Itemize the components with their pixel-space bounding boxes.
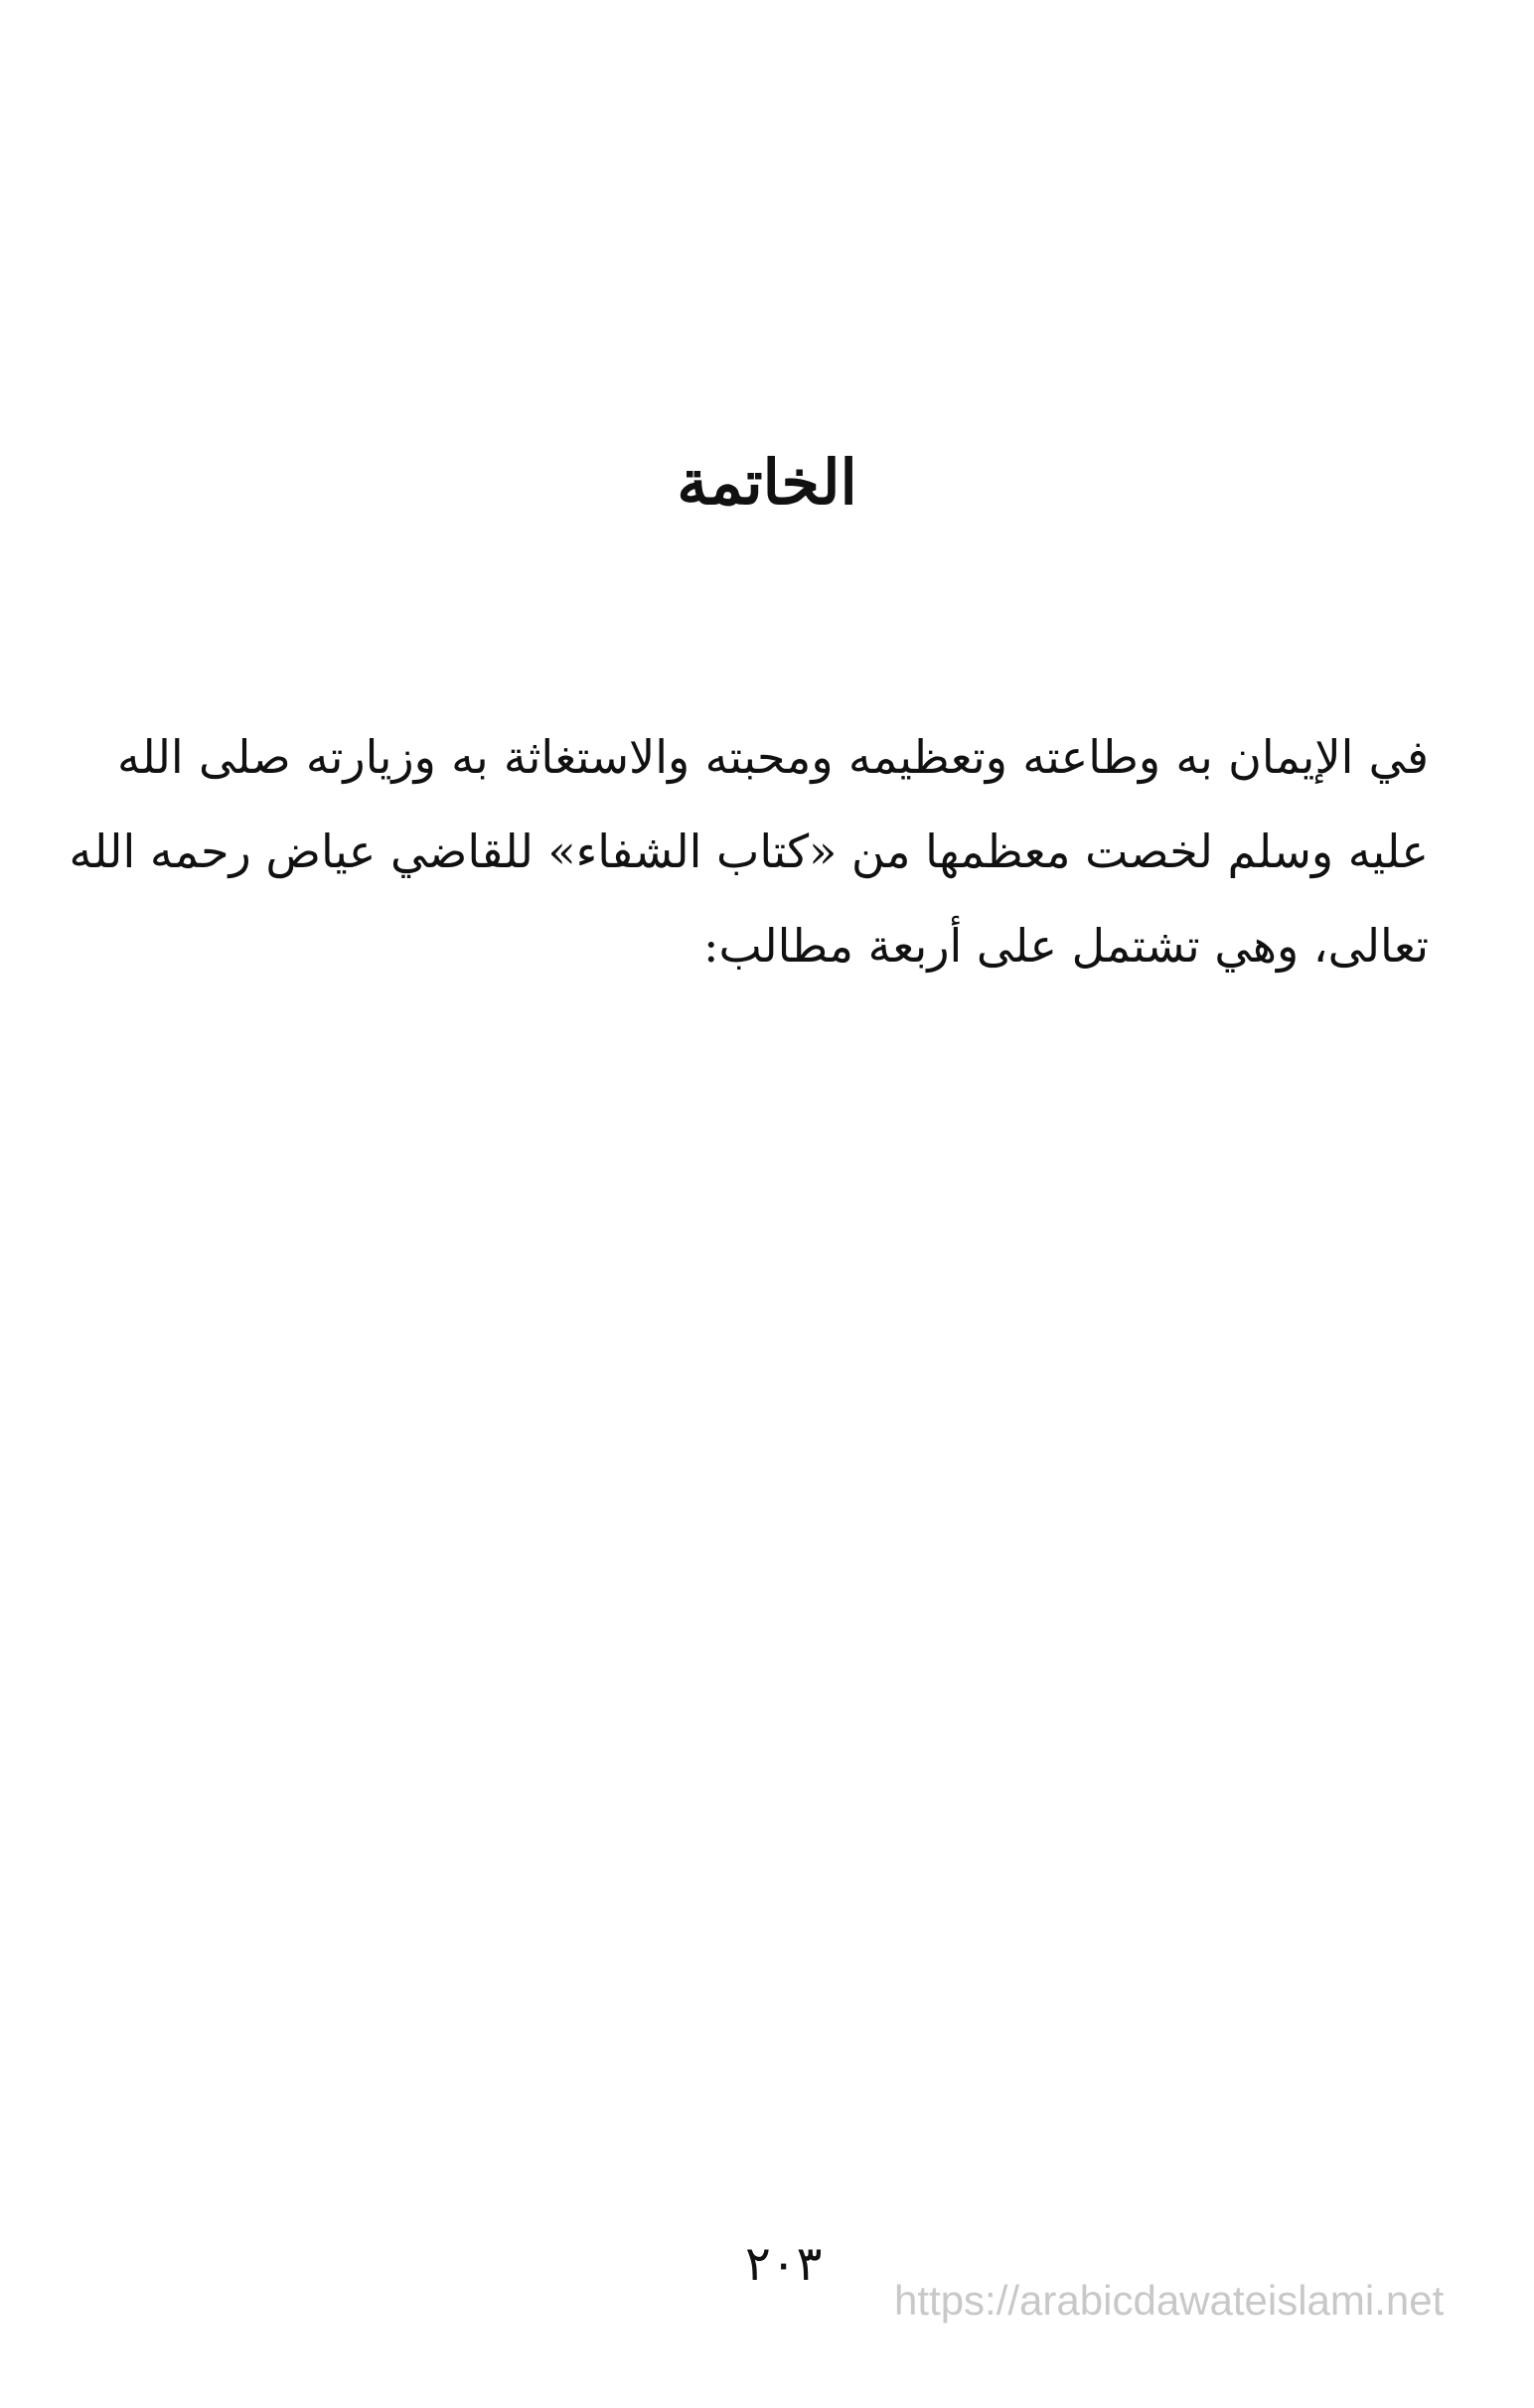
watermark-url: https://arabicdawateislami.net bbox=[894, 2277, 1445, 2324]
body-line-2: عليه وسلم لخصت معظمها من «كتاب الشفاء» للقاضي عياض رحمه الله bbox=[69, 825, 1429, 878]
body-paragraph bbox=[69, 710, 1429, 993]
page-number: ٢٠٣ bbox=[745, 2236, 823, 2292]
body-line-1: في الإيمان به وطاعته وتعظيمه ومحبته والاستغاثة به وزيارته صلى الله bbox=[117, 730, 1429, 784]
page-title: الخاتمة bbox=[677, 446, 857, 519]
body-line-3: تعالى، وهي تشتمل على أربعة مطالب: bbox=[702, 919, 1429, 973]
